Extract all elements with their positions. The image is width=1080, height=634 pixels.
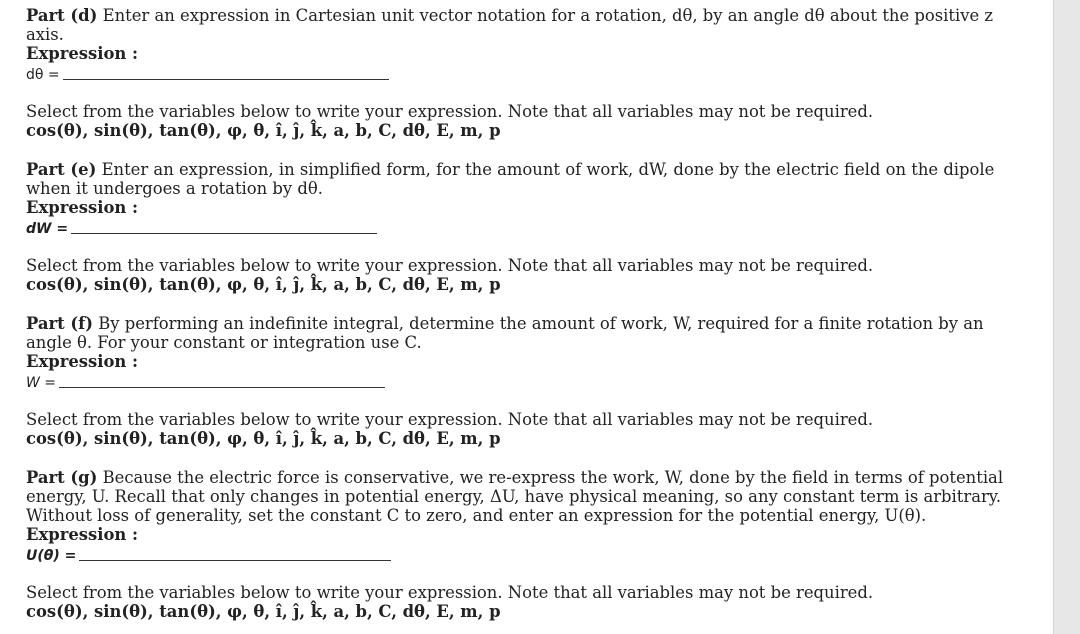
variable-list: cos(θ), sin(θ), tan(θ), φ, θ, î, ĵ, k̂, a, b, C, dθ, E, m, p: [26, 429, 501, 448]
answer-field-e[interactable]: [71, 218, 377, 234]
answer-variable-label: dW =: [26, 221, 69, 237]
variable-list: cos(θ), sin(θ), tan(θ), φ, θ, î, ĵ, k̂, a, b, C, dθ, E, m, p: [26, 121, 501, 140]
part-f-prompt: [26, 314, 1026, 352]
part-g-prompt: [26, 468, 1026, 525]
answer-variable-label: U(θ) =: [26, 548, 77, 564]
answer-row: [26, 63, 1026, 83]
question-content: [26, 6, 1026, 621]
variable-list: cos(θ), sin(θ), tan(θ), φ, θ, î, ĵ, k̂, a, b, C, dθ, E, m, p: [26, 275, 501, 294]
variables-instruction: Select from the variables below to write your expression. Note that all variables may not be required.: [26, 410, 874, 429]
answer-field-g[interactable]: [79, 545, 391, 561]
part-d: [26, 6, 1026, 140]
part-e: [26, 160, 1026, 294]
part-f: [26, 314, 1026, 448]
variables-instruction: Select from the variables below to write your expression. Note that all variables may not be required.: [26, 256, 874, 275]
variables-instruction: Select from the variables below to write your expression. Note that all variables may not be required.: [26, 102, 874, 121]
part-g-label: Part (g): [26, 468, 98, 487]
answer-row: [26, 371, 1026, 391]
variable-list: cos(θ), sin(θ), tan(θ), φ, θ, î, ĵ, k̂, a, b, C, dθ, E, m, p: [26, 602, 501, 621]
expression-label: Expression :: [26, 198, 139, 217]
part-d-prompt: [26, 6, 1026, 44]
part-g-question: Because the electric force is conservative, we re-express the work, W, done by the field in terms of potential energy, U. Recall that only changes in potential energy, ΔU, have physical meaning, so any constant term is arbitrary. Without loss of generality, set the constant C to zero, and enter an expression for the potential energy, U(θ).: [26, 468, 1004, 525]
part-e-question: Enter an expression, in simplified form, for the amount of work, dW, done by the electric field on the dipole when it undergoes a rotation by dθ.: [26, 160, 995, 198]
vertical-scrollbar[interactable]: [1053, 0, 1080, 634]
part-d-label: Part (d): [26, 6, 98, 25]
answer-field-d[interactable]: [63, 64, 389, 80]
expression-label: Expression :: [26, 352, 139, 371]
part-e-label: Part (e): [26, 160, 97, 179]
part-f-question: By performing an indefinite integral, determine the amount of work, W, required for a finite rotation by an angle θ. For your constant or integration use C.: [26, 314, 984, 352]
part-g: [26, 468, 1026, 621]
part-f-label: Part (f): [26, 314, 93, 333]
variables-instruction: Select from the variables below to write your expression. Note that all variables may not be required.: [26, 583, 874, 602]
answer-variable-label: W =: [26, 375, 57, 391]
answer-row: [26, 217, 1026, 237]
expression-label: Expression :: [26, 525, 139, 544]
part-d-question: Enter an expression in Cartesian unit vector notation for a rotation, dθ, by an angle dθ about the positive z axis.: [26, 6, 994, 44]
part-e-prompt: [26, 160, 1026, 198]
answer-variable-label: dθ =: [26, 67, 60, 83]
answer-field-f[interactable]: [59, 372, 385, 388]
expression-label: Expression :: [26, 44, 139, 63]
answer-row: [26, 544, 1026, 564]
